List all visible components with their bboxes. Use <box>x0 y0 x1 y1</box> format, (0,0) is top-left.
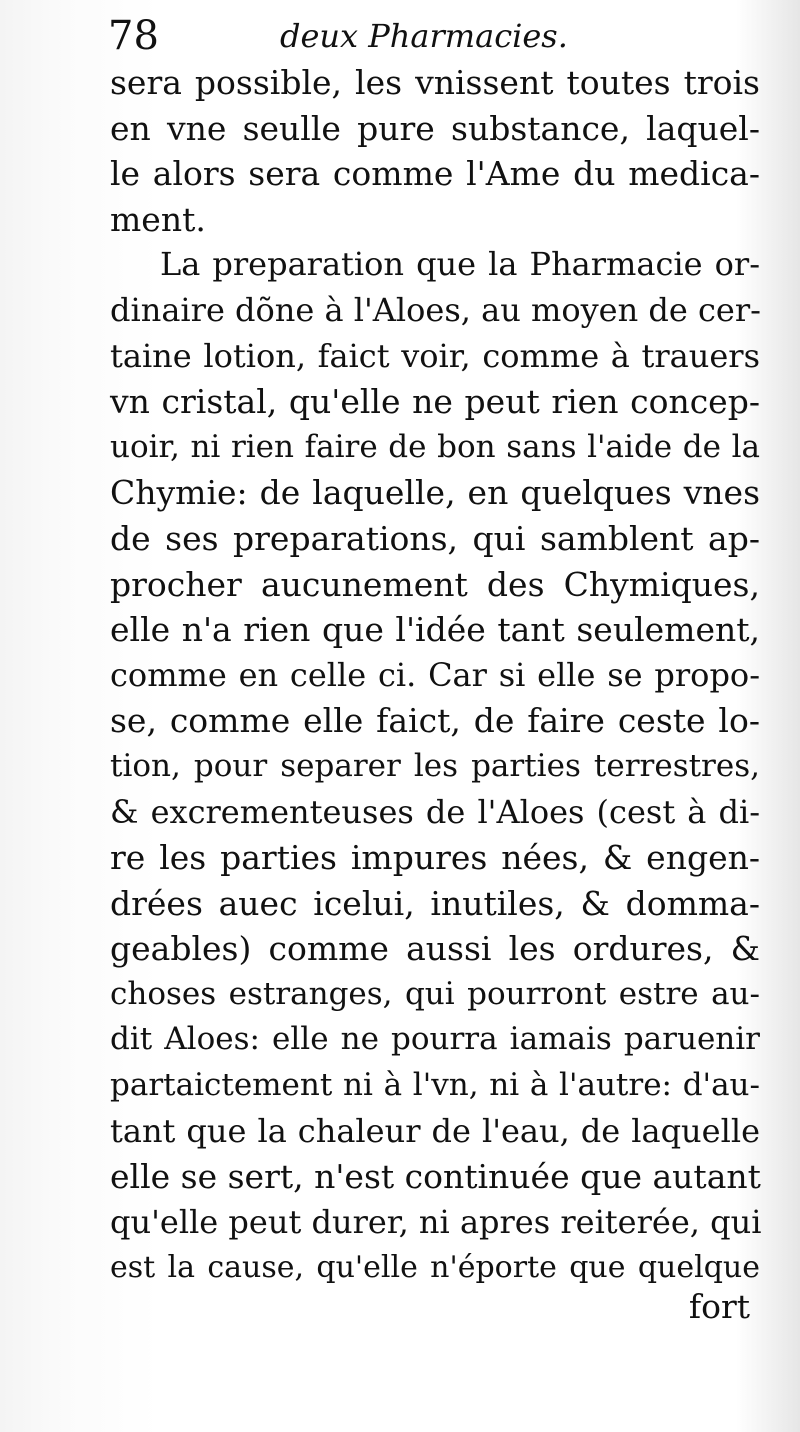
text-line: uoir, ni rien faire de bon sans l'aide de la <box>110 428 760 465</box>
text-line: tant que la chaleur de l'eau, de laquelle <box>110 1111 760 1150</box>
text-line: procher aucunement des Chymiques, <box>110 564 760 604</box>
page-header <box>108 14 748 58</box>
text-line: La preparation que la Pharmacie or- <box>160 245 760 284</box>
text-line: taine lotion, faict voir, comme à trauers <box>110 336 760 375</box>
text-line: ment. <box>110 199 206 239</box>
text-line: vn cristal, qu'elle ne peut rien concep- <box>110 382 760 422</box>
text-line: partaictement ni à l'vn, ni à l'autre: d'au- <box>110 1067 760 1104</box>
text-line: comme en celle ci. Car si elle se propo- <box>110 655 760 694</box>
text-line: en vne seulle pure substance, laquel- <box>110 108 760 148</box>
text-line: se, comme elle faict, de faire ceste lo- <box>110 701 760 741</box>
text-line: tion, pour separer les parties terrestres, <box>110 747 760 784</box>
text-line: dit Aloes: elle ne pourra iamais paruenir <box>110 1021 760 1058</box>
text-line: choses estranges, qui pourront estre au- <box>110 975 760 1012</box>
text-line: qu'elle peut durer, ni apres reiterée, qui <box>110 1202 762 1241</box>
text-line: drées auec icelui, inutiles, & domma- <box>110 883 760 923</box>
catchword: fort <box>688 1287 750 1326</box>
page-number: 78 <box>108 13 159 59</box>
text-line: dinaire dõne à l'Aloes, au moyen de cer- <box>110 290 761 329</box>
text-line: elle se sert, n'est continuée que autant <box>110 1157 761 1197</box>
running-head: deux Pharmacies. <box>280 17 568 55</box>
text-line: re les parties impures nées, & engen- <box>110 838 760 878</box>
text-line: le alors sera comme l'Ame du medica- <box>110 154 760 194</box>
text-line: est la cause, qu'elle n'éporte que quelque <box>110 1250 760 1286</box>
text-line: de ses preparations, qui samblent ap- <box>110 518 760 558</box>
body-text <box>110 60 760 1291</box>
text-line: Chymie: de laquelle, en quelques vnes <box>110 473 760 513</box>
text-line: & excrementeuses de l'Aloes (cest à di- <box>110 792 760 831</box>
text-line: geables) comme aussi les ordures, & <box>110 929 760 969</box>
text-line: elle n'a rien que l'idée tant seulement, <box>110 610 760 650</box>
text-line: sera possible, les vnissent toutes trois <box>110 63 760 102</box>
